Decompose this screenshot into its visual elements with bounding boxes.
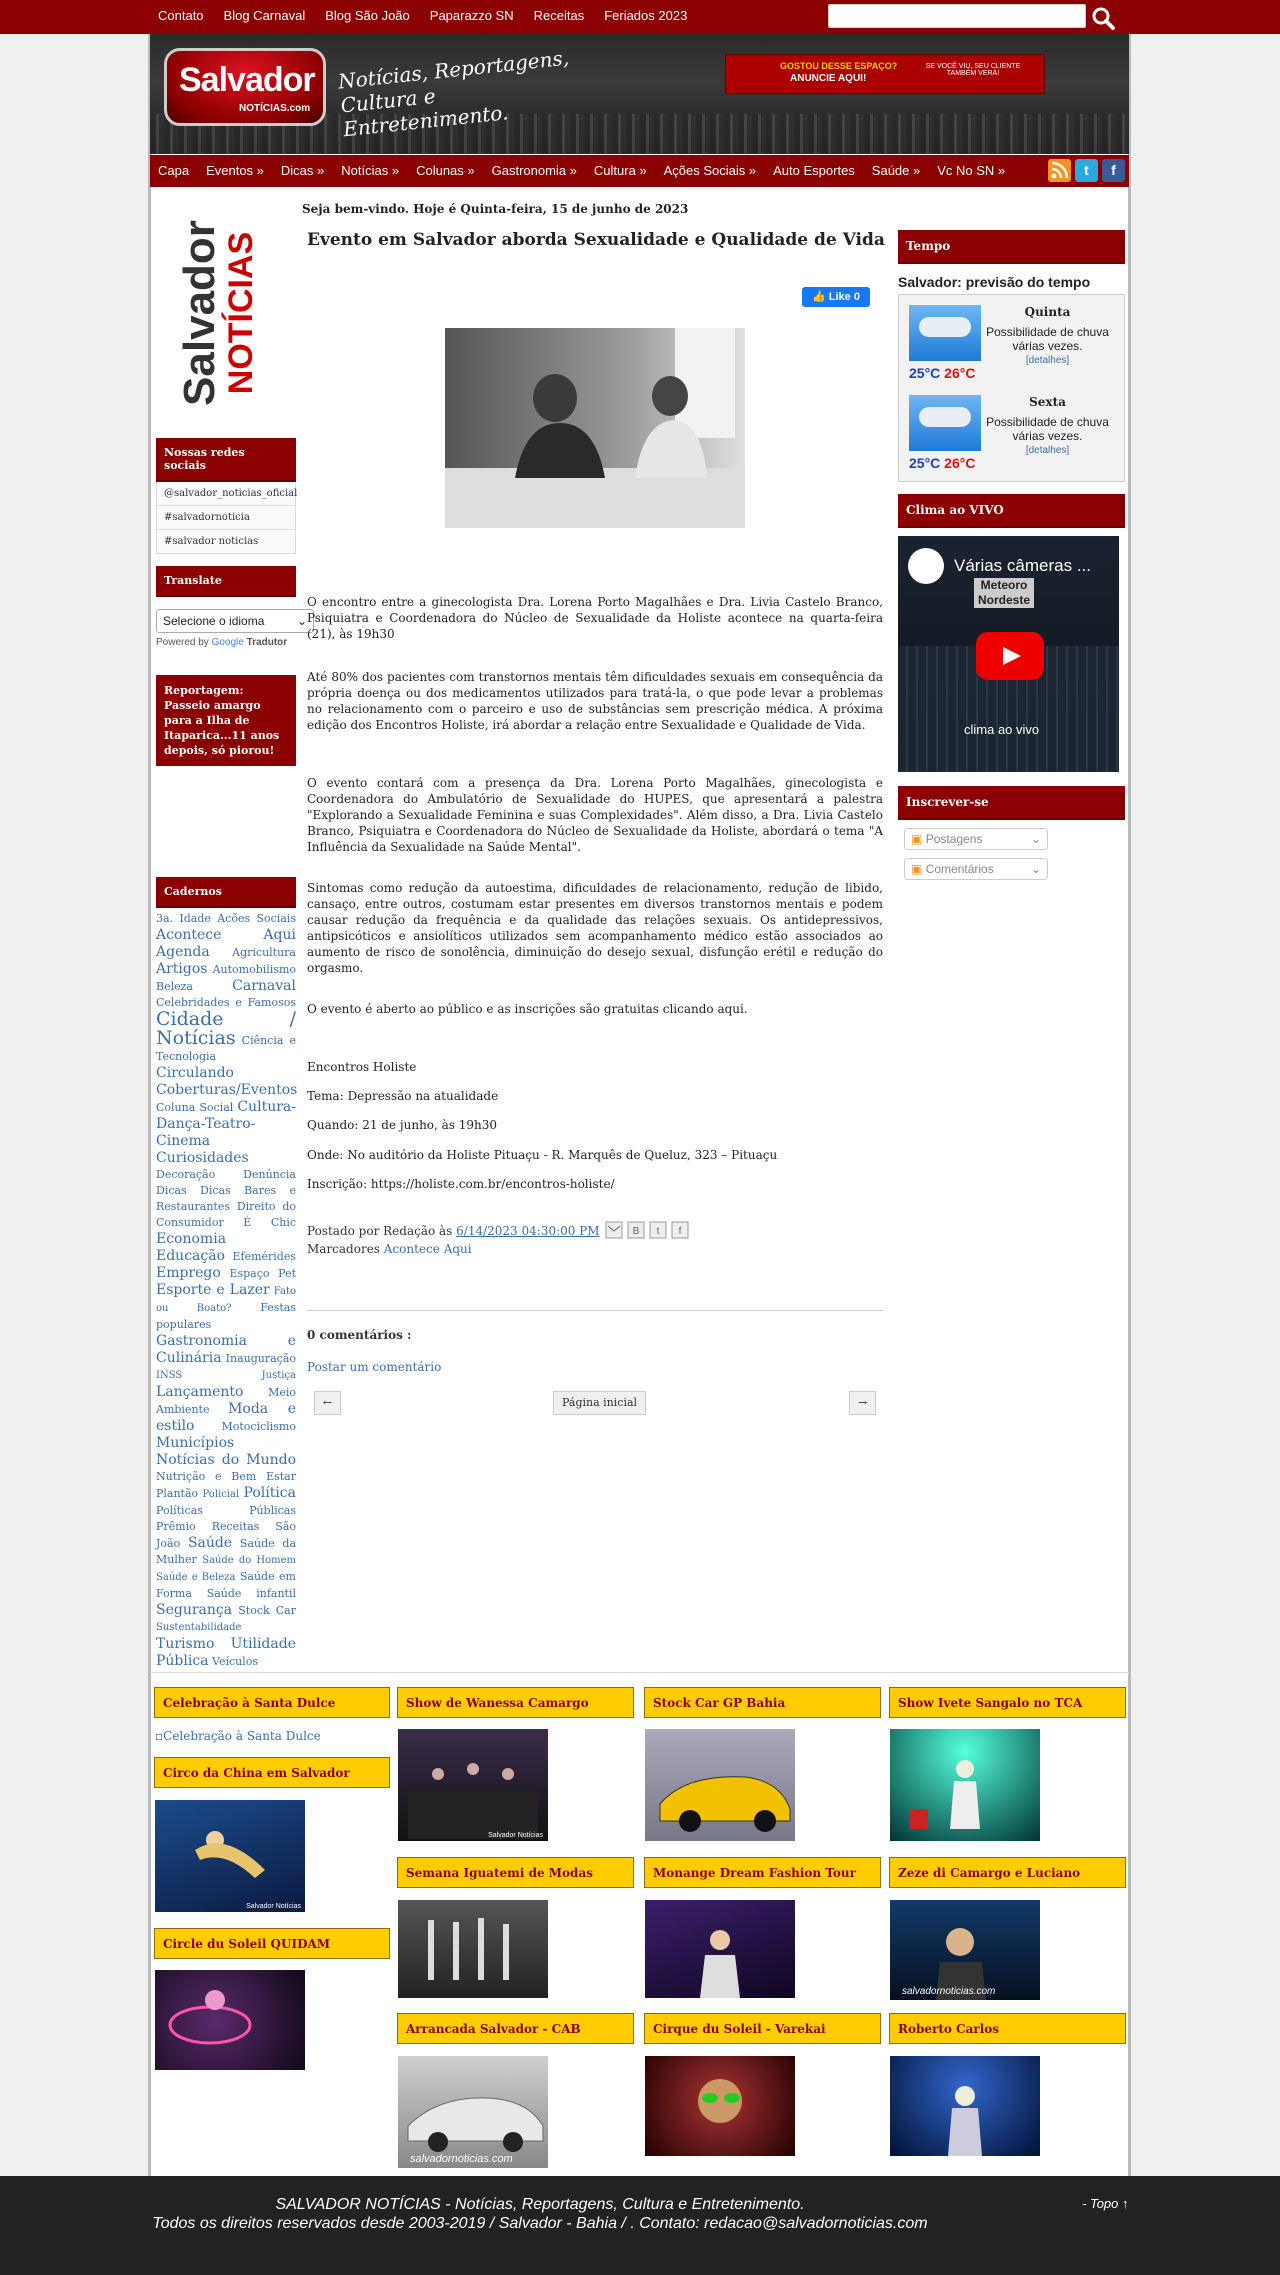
chevron-down-icon: ⌄ (1030, 862, 1041, 876)
tag-link[interactable]: Políticas Públicas (156, 1504, 296, 1517)
tradutor-link[interactable]: Tradutor (246, 637, 288, 648)
translate-title: Translate (156, 566, 296, 597)
tag-link[interactable]: Saúde em Forma (156, 1570, 296, 1600)
post-paragraph-3: O evento contará com a presença da Dra. Lorena Porto Magalhães, ginecologista e Coordenadora do Ambulatório de Sexualidade do HUPES, que apresentará a palestra "Explorando a Sexualidade Feminina e suas Complexidades". Além disso, a Dra. Livia Castelo Branco, Psiquiatra e Coordenadora do Núcleo de Sexualidade da Holiste, abordará o tema "A Influência da Sexualidade na Saúde Mental". (307, 776, 883, 854)
right-sidebar (898, 230, 1125, 880)
search-icon[interactable] (1090, 4, 1118, 32)
search-input[interactable] (828, 4, 1086, 28)
promo-link[interactable]: Reportagem: Passeio amargo para a Ilha de Itaparica...11 anos depois, só piorou! (156, 675, 296, 766)
play-button-icon[interactable] (976, 632, 1044, 680)
blogger-share-icon (628, 1222, 644, 1238)
welcome-text: Seja bem-vindo. Hoje é Quinta-feira, 15 de junho de 2023 (302, 202, 689, 216)
top-link-blog-carnaval[interactable]: Blog Carnaval (223, 8, 306, 23)
gallery-image[interactable] (645, 2056, 795, 2156)
top-link-feriados[interactable]: Feriados 2023 (604, 8, 688, 23)
social-item-instagram[interactable]: @salvador_noticias_oficial (156, 482, 296, 506)
tag-link[interactable]: Receitas (211, 1520, 260, 1533)
top-link-blog-sao-joao[interactable]: Blog São João (325, 8, 410, 23)
gallery-image[interactable] (398, 1900, 548, 1998)
gallery-title[interactable]: Semana Iguatemi de Modas (397, 1857, 634, 1888)
divider (307, 1310, 883, 1311)
clima-widget-title: Clima ao VIVO (898, 494, 1125, 528)
tag-link[interactable]: Economia (156, 1231, 227, 1247)
tag-link[interactable]: Fato ou Boato? (156, 1286, 296, 1314)
tag-link[interactable]: Nutrição e Bem Estar (156, 1470, 296, 1483)
tag-link[interactable]: Acontece Aqui (156, 927, 296, 943)
weather-details-link[interactable]: [detalhes] (1025, 445, 1070, 456)
top-link-paparazzo[interactable]: Paparazzo SN (429, 8, 514, 23)
logo-subtext: NOTÍCIAS.com (239, 103, 311, 114)
svg-text:salvadornoticias.com: salvadornoticias.com (410, 2153, 513, 2165)
tag-link[interactable]: Utilidade Pública (156, 1636, 296, 1669)
tag-link[interactable]: Festas populares (156, 1301, 296, 1331)
channel-avatar (908, 548, 944, 584)
tag-link[interactable]: Esporte e Lazer (156, 1282, 270, 1298)
language-select[interactable]: Selecione o idioma ⌄ (156, 609, 314, 633)
powered-by: Powered by Google Tradutor (156, 637, 288, 648)
weather-details-link[interactable]: [detalhes] (1025, 355, 1070, 366)
gallery-image[interactable] (398, 1729, 548, 1841)
social-item-hashtag[interactable]: #salvadornoticia (156, 506, 296, 530)
live-video-player[interactable]: Várias câmeras ... Meteoro Nordeste clima ao vivo (898, 536, 1119, 772)
tag-link[interactable]: Artigos (156, 961, 208, 977)
tag-link[interactable]: Gastronomia e Culinária (156, 1333, 296, 1366)
chevron-down-icon: ⌄ (296, 614, 307, 628)
social-icons (1048, 159, 1125, 182)
tag-link[interactable]: Motociclismo (221, 1420, 296, 1433)
tag-link[interactable]: Celebridades e Famosos (156, 996, 296, 1009)
site-footer (0, 2176, 1280, 2275)
gallery-title[interactable]: Cirque du Soleil - Varekai (644, 2013, 881, 2044)
weather-widget-title: Tempo (898, 230, 1125, 264)
svg-text:NOTÍCIAS: NOTÍCIAS (222, 231, 260, 395)
nav-items (158, 163, 1022, 178)
gallery-divider (150, 1672, 1129, 1673)
twitter-share-icon (650, 1222, 666, 1238)
social-widget-title: Nossas redes sociais (156, 438, 296, 482)
tag-link[interactable]: São João (156, 1520, 297, 1550)
tag-cloud (156, 911, 296, 1670)
gallery-title[interactable]: Monange Dream Fashion Tour (644, 1857, 881, 1888)
gallery-title[interactable]: Show Ivete Sangalo no TCA (889, 1687, 1126, 1718)
tag-link[interactable]: Emprego (156, 1265, 221, 1281)
cadernos-title: Cadernos (156, 877, 296, 908)
email-share-icon (606, 1222, 622, 1238)
forecast-day: 25°C 26°C Sexta Possibilidade de chuva várias vezes. [detalhes] (909, 395, 1114, 471)
tag-link[interactable]: Beleza (156, 980, 193, 993)
facebook-like-button[interactable]: 👍 Like 0 (802, 287, 870, 307)
rss-icon[interactable] (1048, 159, 1071, 182)
post-meta: Postado por Redação às 6/14/2023 04:30:00 PM B t f (307, 1221, 691, 1242)
nav-item-saude[interactable]: Saúde » (871, 163, 921, 178)
facebook-icon[interactable]: f (1102, 159, 1125, 182)
gallery-image[interactable] (155, 1800, 305, 1912)
top-menu (158, 8, 707, 23)
gallery-title[interactable]: Circle du Soleil QUIDAM (154, 1928, 390, 1959)
event-name: Encontros Holiste (307, 1060, 417, 1074)
tag-link[interactable]: Automobilismo (212, 963, 296, 976)
tag-link[interactable]: Carnaval (232, 978, 296, 994)
gallery-title[interactable]: Show de Wanessa Camargo (397, 1687, 634, 1718)
svg-text:Salvador Notícias: Salvador Notícias (246, 1903, 301, 1910)
tag-link[interactable]: 3a. Idade (156, 912, 211, 925)
feed-icon: ▣ (911, 862, 923, 876)
post-labels: Marcadores Acontece Aqui (307, 1242, 472, 1256)
subscribe-widget-title: Inscrever-se (898, 786, 1125, 820)
tag-link[interactable]: Meio Ambiente (156, 1386, 296, 1416)
nav-item-eventos[interactable]: Eventos » (206, 163, 264, 178)
event-location: Onde: No auditório da Holiste Pituaçu - R. Marquês de Queluz, 323 – Pituaçu (307, 1148, 778, 1162)
rain-cloud-icon (909, 305, 981, 361)
tag-link[interactable]: Circulando (156, 1065, 234, 1081)
tag-link[interactable]: Municípios (156, 1435, 235, 1451)
gallery-title[interactable]: Circo da China em Salvador (154, 1757, 390, 1788)
tag-link[interactable]: Espaço Pet (229, 1267, 296, 1280)
forecast-day: 25°C 26°C Quinta Possibilidade de chuva várias vezes. [detalhes] (909, 305, 1114, 381)
tag-link[interactable]: Educação (156, 1248, 226, 1264)
post-paragraph-4: Sintomas como redução da autoestima, dificuldades de relacionamento, redução de libido, cansaço, entre outros, costumam estar presentes em diversos transtornos mentais e podem causar redução da frequência e da qualidade das relações sexuais. Os antidepressivos, antipsicóticos e ansiolíticos utilizados sem acompanhamento médico estão associados ao aumento de risco de sonolência, diminuição do desejo sexual, disfunção erétil e redução do orgasmo. (307, 881, 883, 975)
tag-link[interactable]: Sustentabilidade (156, 1622, 242, 1633)
tag-link[interactable]: Coberturas/Eventos (156, 1082, 298, 1098)
top-link-receitas[interactable]: Receitas (533, 8, 585, 23)
share-icons (605, 1221, 691, 1242)
tag-link[interactable]: Saúde (187, 1535, 233, 1551)
main-nav (150, 155, 1129, 187)
tag-link[interactable]: Inauguração (225, 1352, 296, 1365)
site-header (150, 34, 1129, 154)
chevron-down-icon: ⌄ (1030, 832, 1041, 846)
event-date: Quando: 21 de junho, às 19h30 (307, 1118, 498, 1132)
rain-cloud-icon (909, 395, 981, 451)
logo-text: Salvador (179, 61, 315, 99)
post-comment-link[interactable]: Postar um comentário (307, 1360, 442, 1374)
gallery-title[interactable]: Zeze di Camargo e Luciano (889, 1857, 1126, 1888)
tag-link[interactable]: Direito do Consumidor (156, 1200, 296, 1229)
gallery-title[interactable]: Arrancada Salvador - CAB (397, 2013, 634, 2044)
nav-item-vc-no-sn[interactable]: Vc No SN » (937, 163, 1006, 178)
tag-link[interactable]: Cidade / Notícias (156, 1008, 296, 1049)
tag-link[interactable]: Acões Sociais (217, 912, 297, 925)
tag-link[interactable]: Stock Car (238, 1604, 296, 1617)
tag-link[interactable]: Denúncia (243, 1168, 296, 1181)
tag-link[interactable]: Cultura-Dança-Teatro-Cinema (156, 1099, 296, 1149)
tag-link[interactable]: Saúde da Mulher (156, 1537, 296, 1566)
feed-icon: ▣ (911, 832, 923, 846)
tag-link[interactable]: Ciência e Tecnologia (156, 1034, 296, 1063)
nav-item-acoes-sociais[interactable]: Ações Sociais » (663, 163, 757, 178)
next-post-button[interactable]: → (849, 1391, 876, 1415)
social-list (156, 482, 296, 554)
svg-text:Salvador: Salvador (175, 220, 224, 406)
feed-comments-dropdown[interactable]: ▣ Comentários ⌄ (904, 858, 1048, 880)
gallery-image[interactable] (890, 1729, 1040, 1841)
svg-text:t: t (657, 1226, 660, 1237)
post-paragraph-1: O encontro entre a ginecologista Dra. Lorena Porto Magalhães e Dra. Livia Castelo Branco, Psiquiatra e Coordenadora do Núcleo de Sexualidade da Holiste acontece na quarta-feira (21), às 19h30 (307, 595, 883, 641)
top-bar (0, 0, 1280, 34)
social-item-hashtag-2[interactable]: #salvador noticias (156, 530, 296, 554)
nav-item-auto-esportes[interactable]: Auto Esportes (773, 163, 855, 178)
feed-posts-dropdown[interactable]: ▣ Postagens ⌄ (904, 828, 1048, 850)
post-image (445, 328, 745, 528)
top-link-contato[interactable]: Contato (158, 8, 204, 23)
tag-link[interactable]: Coluna Social (156, 1101, 234, 1114)
site-slogan: Notícias, Reportagens, Cultura e Entretenimento. (336, 45, 571, 142)
nav-item-noticias[interactable]: Notícias » (341, 163, 400, 178)
tag-link[interactable]: Policial (202, 1489, 240, 1500)
nav-item-gastronomia[interactable]: Gastronomia » (491, 163, 577, 178)
translate-widget (156, 566, 307, 648)
left-social-widget (156, 438, 296, 554)
tag-link[interactable]: Prêmio (156, 1520, 196, 1533)
svg-text:f: f (679, 1226, 682, 1237)
label-link[interactable]: Acontece Aqui (383, 1242, 472, 1256)
prev-post-button[interactable]: ← (314, 1391, 341, 1415)
footer-title: SALVADOR NOTÍCIAS - Notícias, Reportagens, Cultura e Entretenimento. (275, 2196, 805, 2213)
tag-link[interactable]: Moda e estilo (156, 1401, 296, 1434)
gallery-image[interactable] (890, 2056, 1040, 2156)
back-to-top-link[interactable]: - Topo ↑ (1082, 2196, 1129, 2211)
tag-link[interactable]: Efemérides (232, 1250, 296, 1263)
nav-item-dicas[interactable]: Dicas » (280, 163, 325, 178)
home-page-button[interactable]: Página inicial (553, 1391, 646, 1415)
cadernos-widget (156, 877, 296, 1670)
svg-text:Salvador Notícias: Salvador Notícias (488, 1832, 543, 1839)
event-registration: Inscrição: https://holiste.com.br/encontros-holiste/ (307, 1177, 615, 1191)
ad-banner[interactable]: GOSTOU DESSE ESPAÇO? ANUNCIE AQUI! SE VOCÊ VIU, SEU CLIENTE TAMBÉM VERÁ! (725, 54, 1045, 94)
nav-item-colunas[interactable]: Colunas » (416, 163, 475, 178)
svg-text:salvadornoticias.com: salvadornoticias.com (902, 1986, 996, 1997)
event-theme: Tema: Depressão na atualidade (307, 1089, 499, 1103)
forecast-title: Salvador: previsão do tempo (898, 274, 1091, 290)
tag-link[interactable]: Agricultura (232, 946, 296, 959)
twitter-icon[interactable]: t (1075, 159, 1098, 182)
post-paragraph-2: Até 80% dos pacientes com transtornos mentais têm dificuldades sexuais em consequência da própria doença ou dos medicamentos utilizados para tratá-la, o que pode levar a problemas no relacionamento com o parceiro e uso de substâncias sem prescrição médica. A próxima edição dos Encontros Holiste, irá abordar a relação entre Sexualidade e Qualidade de Vida. (307, 670, 883, 732)
gallery-image[interactable] (645, 1900, 795, 1998)
tag-link[interactable]: É Chic (243, 1216, 296, 1229)
tag-link[interactable]: Dicas Bares e Restaurantes (156, 1184, 296, 1213)
promo-widget (156, 675, 296, 766)
tag-link[interactable]: Plantão (156, 1487, 199, 1500)
broken-image-icon: ▫ (155, 1729, 164, 1743)
tag-link[interactable]: Veículos (212, 1655, 259, 1668)
post-paragraph-5: O evento é aberto ao público e as inscrições são gratuitas clicando aqui. (307, 1002, 748, 1016)
footer-copyright: Todos os direitos reservados desde 2003-2019 / Salvador - Bahia / . Contato: redacao@salvadornoticias.com (152, 2215, 928, 2232)
tag-link[interactable]: Turismo (156, 1636, 215, 1652)
video-brand: clima ao vivo (964, 722, 1040, 737)
tag-link[interactable]: Saúde do Homem (202, 1555, 296, 1566)
tag-link[interactable]: Dicas (156, 1184, 187, 1197)
post-title[interactable]: Evento em Salvador aborda Sexualidade e Qualidade de Vida (307, 230, 885, 250)
gallery-image[interactable] (155, 1970, 305, 2070)
gallery-image[interactable] (398, 2056, 548, 2168)
tag-link[interactable]: Justiça (261, 1370, 296, 1381)
gallery-image[interactable] (645, 1729, 795, 1841)
video-title: Várias câmeras ... (954, 556, 1091, 575)
tag-link[interactable]: Saúde infantil (206, 1587, 296, 1600)
tag-link[interactable]: Política (243, 1485, 296, 1501)
gallery-title[interactable]: Celebração à Santa Dulce (154, 1687, 390, 1718)
facebook-share-icon (672, 1222, 688, 1238)
tag-link[interactable]: Agenda (156, 944, 210, 960)
tag-link[interactable]: Lançamento (156, 1384, 244, 1400)
tag-link[interactable]: Saúde e Beleza (156, 1572, 236, 1583)
gallery-image[interactable] (890, 1900, 1040, 2000)
tag-link[interactable]: INSS (156, 1370, 183, 1381)
gallery-title[interactable]: Stock Car GP Bahia (644, 1687, 881, 1718)
thumbs-up-icon: 👍 (812, 291, 826, 303)
site-logo[interactable] (164, 48, 326, 126)
tag-link[interactable]: Decoração (156, 1168, 216, 1181)
tag-link[interactable]: Curiosidades (156, 1150, 249, 1166)
sidebar-logo[interactable] (156, 208, 296, 418)
nav-item-capa[interactable]: Capa (158, 163, 190, 178)
weather-box (898, 294, 1125, 482)
post-timestamp[interactable]: 6/14/2023 04:30:00 PM (456, 1224, 600, 1238)
gallery-title[interactable]: Roberto Carlos (889, 2013, 1126, 2044)
tag-link[interactable]: Notícias do Mundo (156, 1452, 296, 1468)
comments-count: 0 comentários : (307, 1328, 412, 1342)
tag-link[interactable]: Segurança (156, 1602, 233, 1618)
broken-image[interactable]: ▫Celebração à Santa Dulce (155, 1729, 321, 1743)
nav-item-cultura[interactable]: Cultura » (593, 163, 647, 178)
svg-text:B: B (633, 1226, 640, 1237)
